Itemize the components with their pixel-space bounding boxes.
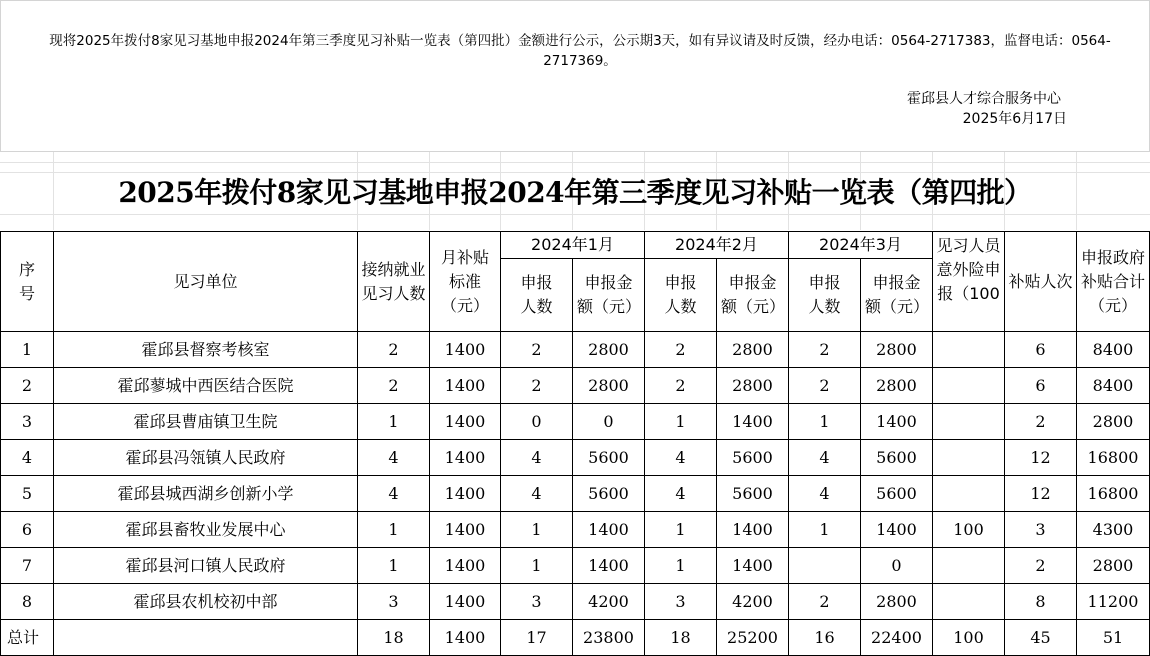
total-m1-count: 17 [501,620,573,656]
cell-hired: 4 [358,440,430,476]
cell-m1-amount: 0 [573,404,645,440]
cell-unit: 霍邱县城西湖乡创新小学 [54,476,358,512]
cell-hired: 2 [358,368,430,404]
total-hired: 18 [358,620,430,656]
header-m1-count: 申报人数 [501,259,573,332]
cell-total: 11200 [1077,584,1150,620]
cell-insurance [933,548,1005,584]
cell-m2-amount: 2800 [717,332,789,368]
cell-m2-count: 4 [645,476,717,512]
cell-m1-count: 3 [501,584,573,620]
header-month3: 2024年3月 [789,232,933,259]
cell-standard: 1400 [430,368,501,404]
cell-m3-amount: 1400 [861,404,933,440]
cell-m2-count: 1 [645,548,717,584]
cell-hired: 3 [358,584,430,620]
cell-m2-count: 3 [645,584,717,620]
cell-m1-amount: 1400 [573,512,645,548]
header-standard: 月补贴标准（元） [430,232,501,332]
header-insurance: 见习人员意外险申报（100 [933,232,1005,332]
cell-m3-amount: 5600 [861,440,933,476]
cell-subsidy-times: 2 [1005,548,1077,584]
cell-standard: 1400 [430,440,501,476]
cell-unit: 霍邱蓼城中西医结合医院 [54,368,358,404]
cell-standard: 1400 [430,404,501,440]
total-subsidy-times: 45 [1005,620,1077,656]
notice-box [0,0,1150,152]
cell-seq: 7 [1,548,54,584]
header-subsidy-times: 补贴人次 [1005,232,1077,332]
header-total: 申报政府补贴合计（元） [1077,232,1150,332]
issue-date: 2025年6月17日 [962,111,1067,127]
header-row-1 [1,232,1150,259]
header-seq: 序号 [1,232,54,332]
total-m2-amount: 25200 [717,620,789,656]
cell-m3-count: 2 [789,368,861,404]
cell-m3-count: 1 [789,404,861,440]
cell-total: 2800 [1077,548,1150,584]
cell-subsidy-times: 12 [1005,476,1077,512]
total-m2-count: 18 [645,620,717,656]
cell-m2-count: 2 [645,332,717,368]
table-row [1,512,1150,548]
cell-subsidy-times: 2 [1005,404,1077,440]
cell-insurance [933,368,1005,404]
cell-unit: 霍邱县畜牧业发展中心 [54,512,358,548]
issuer-block [831,89,1131,129]
cell-unit: 霍邱县曹庙镇卫生院 [54,404,358,440]
table-row [1,548,1150,584]
cell-m2-amount: 1400 [717,512,789,548]
total-m1-amount: 23800 [573,620,645,656]
cell-m2-count: 4 [645,440,717,476]
subsidy-table [0,231,1150,656]
totals-row [1,620,1150,656]
cell-seq: 3 [1,404,54,440]
header-month1: 2024年1月 [501,232,645,259]
cell-m1-count: 4 [501,440,573,476]
cell-insurance: 100 [933,512,1005,548]
header-hired: 接纳就业见习人数 [358,232,430,332]
cell-m3-count: 4 [789,440,861,476]
cell-total: 8400 [1077,368,1150,404]
cell-insurance [933,332,1005,368]
cell-unit: 霍邱县河口镇人民政府 [54,548,358,584]
cell-seq: 8 [1,584,54,620]
header-m3-amount: 申报金额（元） [861,259,933,332]
cell-seq: 6 [1,512,54,548]
cell-m1-count: 1 [501,512,573,548]
table-row [1,440,1150,476]
notice-text: 现将2025年拨付8家见习基地申报2024年第三季度见习补贴一览表（第四批）金额进行公示，公示期3天，如有异议请及时反馈，经办电话：0564-2717383，监督电话：0564-2717369。 [49,33,1111,69]
total-m3-count: 16 [789,620,861,656]
cell-m2-amount: 1400 [717,548,789,584]
cell-unit: 霍邱县农机校初中部 [54,584,358,620]
cell-m3-amount: 2800 [861,332,933,368]
cell-unit: 霍邱县冯瓴镇人民政府 [54,440,358,476]
cell-m2-amount: 5600 [717,440,789,476]
cell-standard: 1400 [430,332,501,368]
header-m1-amount: 申报金额（元） [573,259,645,332]
cell-insurance [933,476,1005,512]
cell-m1-count: 1 [501,548,573,584]
cell-m2-count: 2 [645,368,717,404]
cell-m3-amount: 1400 [861,512,933,548]
cell-seq: 4 [1,440,54,476]
table-row [1,476,1150,512]
cell-m1-amount: 4200 [573,584,645,620]
cell-unit: 霍邱县督察考核室 [54,332,358,368]
table-title: 2025年拨付8家见习基地申报2024年第三季度见习补贴一览表（第四批） [118,176,1032,209]
cell-m2-count: 1 [645,512,717,548]
cell-m1-amount: 5600 [573,440,645,476]
cell-total: 2800 [1077,404,1150,440]
cell-m1-count: 2 [501,332,573,368]
cell-seq: 5 [1,476,54,512]
header-m2-count: 申报人数 [645,259,717,332]
table-row [1,368,1150,404]
cell-m1-count: 0 [501,404,573,440]
cell-insurance [933,440,1005,476]
cell-seq: 1 [1,332,54,368]
cell-m3-amount: 2800 [861,584,933,620]
cell-m2-count: 1 [645,404,717,440]
cell-total: 16800 [1077,476,1150,512]
header-month2: 2024年2月 [645,232,789,259]
header-m2-amount: 申报金额（元） [717,259,789,332]
cell-standard: 1400 [430,512,501,548]
table-row [1,404,1150,440]
cell-hired: 1 [358,512,430,548]
cell-subsidy-times: 6 [1005,368,1077,404]
total-amount: 51 [1077,620,1150,656]
cell-m3-count: 4 [789,476,861,512]
cell-subsidy-times: 12 [1005,440,1077,476]
cell-m1-amount: 2800 [573,368,645,404]
cell-insurance [933,584,1005,620]
cell-m3-amount: 5600 [861,476,933,512]
cell-hired: 4 [358,476,430,512]
cell-m3-count [789,548,861,584]
total-insurance: 100 [933,620,1005,656]
cell-hired: 2 [358,332,430,368]
cell-m1-amount: 1400 [573,548,645,584]
header-m3-count: 申报人数 [789,259,861,332]
table-row [1,584,1150,620]
header-unit: 见习单位 [54,232,358,332]
cell-seq: 2 [1,368,54,404]
cell-subsidy-times: 6 [1005,332,1077,368]
cell-m1-amount: 5600 [573,476,645,512]
total-m3-amount: 22400 [861,620,933,656]
cell-hired: 1 [358,404,430,440]
cell-m2-amount: 2800 [717,368,789,404]
total-standard: 1400 [430,620,501,656]
cell-m3-amount: 2800 [861,368,933,404]
cell-m1-count: 2 [501,368,573,404]
cell-standard: 1400 [430,584,501,620]
cell-m2-amount: 4200 [717,584,789,620]
cell-m1-amount: 2800 [573,332,645,368]
cell-standard: 1400 [430,548,501,584]
table-row [1,332,1150,368]
cell-m2-amount: 5600 [717,476,789,512]
issuer-name: 霍邱县人才综合服务中心 [907,91,1061,107]
cell-hired: 1 [358,548,430,584]
cell-m3-count: 1 [789,512,861,548]
cell-m1-count: 4 [501,476,573,512]
cell-total: 8400 [1077,332,1150,368]
cell-m2-amount: 1400 [717,404,789,440]
cell-total: 4300 [1077,512,1150,548]
cell-subsidy-times: 3 [1005,512,1077,548]
totals-label: 总计 [1,620,54,656]
cell-m3-amount: 0 [861,548,933,584]
cell-standard: 1400 [430,476,501,512]
cell-m3-count: 2 [789,332,861,368]
cell-total: 16800 [1077,440,1150,476]
cell-unit [54,620,358,656]
cell-subsidy-times: 8 [1005,584,1077,620]
cell-m3-count: 2 [789,584,861,620]
cell-insurance [933,404,1005,440]
